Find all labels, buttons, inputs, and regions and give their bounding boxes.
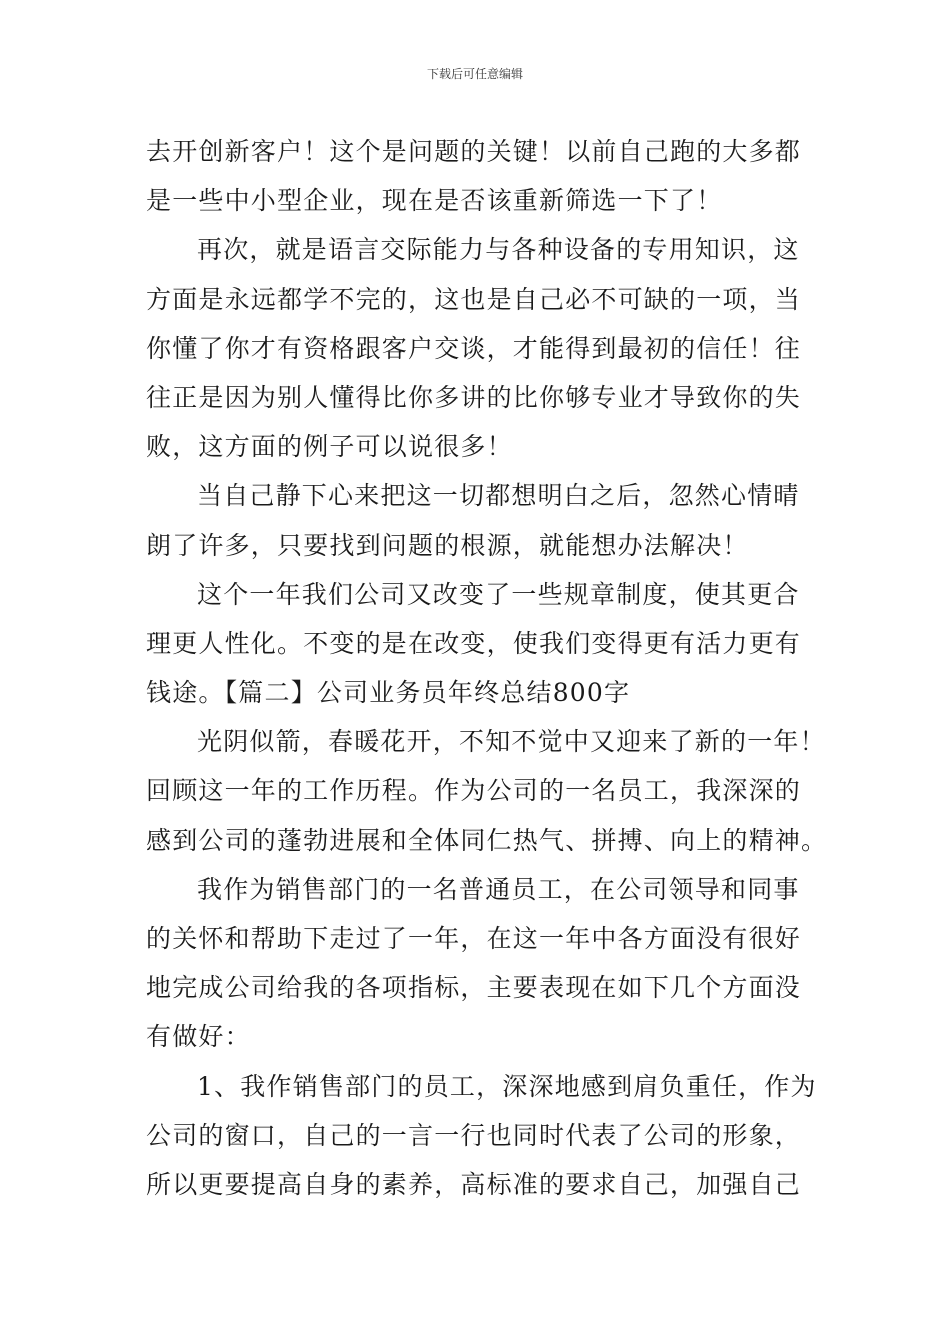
text-line: 往正是因为别人懂得比你多讲的比你够专业才导致你的失 bbox=[146, 382, 802, 412]
text-line: 有做好： bbox=[146, 1022, 251, 1052]
text-line: 感到公司的蓬勃进展和全体同仁热气、拼搏、向上的精神。 bbox=[146, 825, 828, 855]
text-line: 方面是永远都学不完的，这也是自己必不可缺的一项，当 bbox=[146, 284, 802, 314]
text-line: 朗了许多，只要找到问题的根源，就能想办法解决！ bbox=[146, 530, 749, 560]
page-header-note: 下载后可任意编辑 bbox=[426, 67, 523, 81]
text-line: 公司的窗口，自己的一言一行也同时代表了公司的形象， bbox=[146, 1120, 802, 1150]
text-line: 当自己静下心来把这一切都想明白之后，忽然心情晴 bbox=[197, 481, 800, 511]
text-line: 你懂了你才有资格跟客户交谈，才能得到最初的信任！往 bbox=[146, 333, 802, 363]
text-line: 所以更要提高自身的素养，高标准的要求自己，加强自己 bbox=[146, 1169, 802, 1199]
text-line: 我作为销售部门的一名普通员工，在公司领导和同事 bbox=[197, 874, 800, 904]
text-line: 1、我作销售部门的员工，深深地感到肩负重任，作为 bbox=[197, 1071, 817, 1101]
document-body bbox=[146, 127, 828, 1209]
text-line: 去开创新客户！这个是问题的关键！以前自己跑的大多都 bbox=[146, 137, 802, 166]
text-line: 钱途。【篇二】公司业务员年终总结800字 bbox=[146, 678, 631, 708]
text-line: 光阴似箭，春暖花开，不知不觉中又迎来了新的一年！ bbox=[197, 727, 826, 757]
text-line: 理更人性化。不变的是在改变，使我们变得更有活力更有 bbox=[146, 628, 802, 658]
text-line: 这个一年我们公司又改变了一些规章制度，使其更合 bbox=[197, 579, 800, 609]
text-line: 地完成公司给我的各项指标，主要表现在如下几个方面没 bbox=[146, 973, 802, 1003]
text-line: 败，这方面的例子可以说很多！ bbox=[146, 432, 513, 462]
text-line: 是一些中小型企业，现在是否该重新筛选一下了！ bbox=[146, 186, 723, 216]
text-line: 回顾这一年的工作历程。作为公司的一名员工，我深深的 bbox=[146, 776, 802, 806]
text-line: 再次，就是语言交际能力与各种设备的专用知识，这 bbox=[197, 235, 800, 265]
text-line: 的关怀和帮助下走过了一年，在这一年中各方面没有很好 bbox=[146, 924, 802, 953]
